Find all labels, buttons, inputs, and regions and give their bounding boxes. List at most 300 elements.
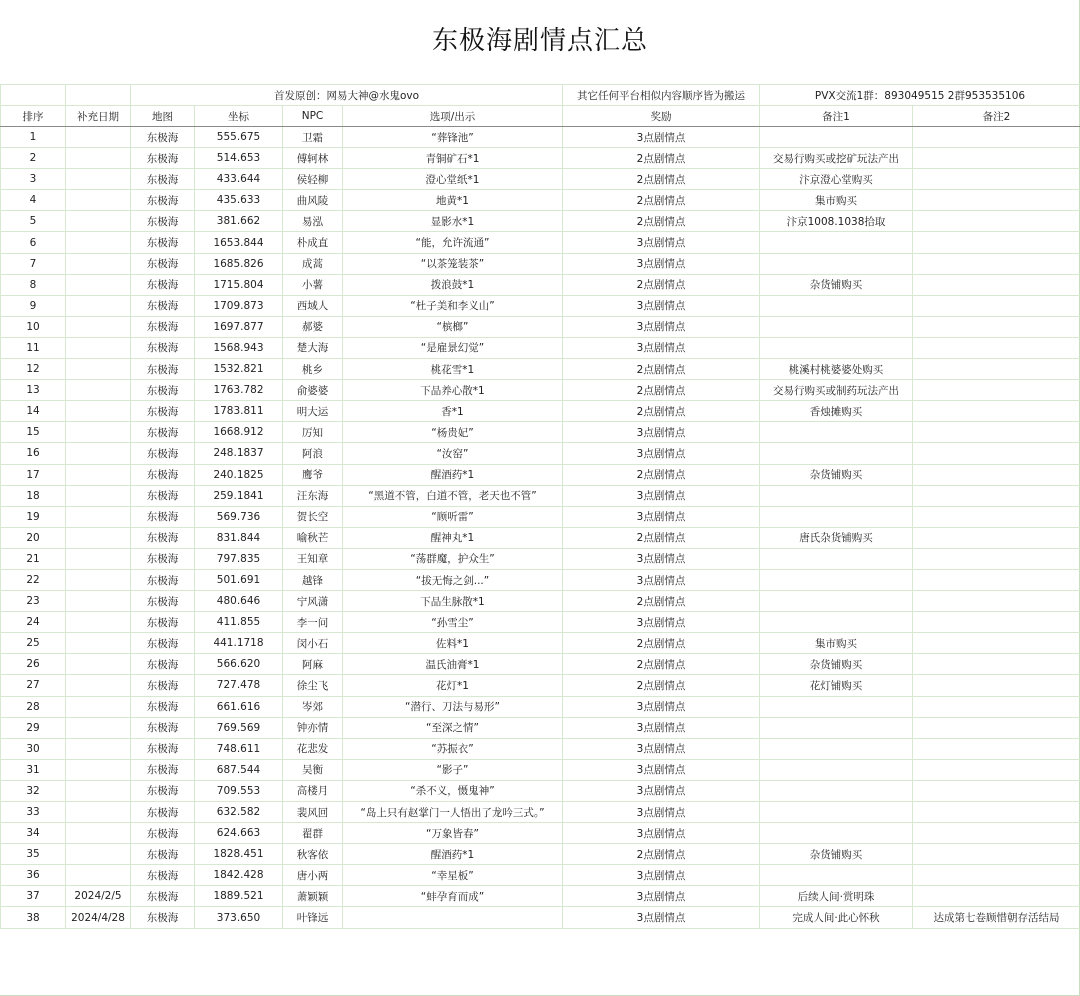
rank-cell: 29 xyxy=(1,717,66,738)
coord-cell: 1783.811 xyxy=(195,401,283,422)
column-header: 补充日期 xyxy=(66,106,131,127)
note2-cell xyxy=(913,865,1080,886)
map-cell: 东极海 xyxy=(131,253,195,274)
note1-cell xyxy=(760,780,913,801)
map-cell: 东极海 xyxy=(131,295,195,316)
reward-cell: 2点剧情点 xyxy=(563,274,760,295)
table-row xyxy=(1,401,1080,422)
table-row xyxy=(1,506,1080,527)
npc-cell: 明大运 xyxy=(283,401,343,422)
empty-row xyxy=(1,928,1080,991)
reward-cell: 3点剧情点 xyxy=(563,232,760,253)
note1-cell xyxy=(760,738,913,759)
note1-cell xyxy=(760,802,913,823)
rank-cell: 1 xyxy=(1,127,66,148)
npc-cell: 翟群 xyxy=(283,823,343,844)
date-cell xyxy=(66,127,131,148)
table-row xyxy=(1,865,1080,886)
date-cell xyxy=(66,274,131,295)
date-cell xyxy=(66,527,131,548)
option-cell: 佐料*1 xyxy=(343,633,563,654)
option-cell: 醒酒药*1 xyxy=(343,844,563,865)
rank-cell: 35 xyxy=(1,844,66,865)
note2-cell xyxy=(913,802,1080,823)
note2-cell xyxy=(913,696,1080,717)
coord-cell: 769.569 xyxy=(195,717,283,738)
date-cell xyxy=(66,675,131,696)
note1-cell xyxy=(760,295,913,316)
table-row xyxy=(1,907,1080,928)
rank-cell: 21 xyxy=(1,548,66,569)
reward-cell: 3点剧情点 xyxy=(563,717,760,738)
table-row xyxy=(1,485,1080,506)
table-row xyxy=(1,780,1080,801)
date-cell xyxy=(66,717,131,738)
date-cell xyxy=(66,401,131,422)
date-cell: 2024/4/28 xyxy=(66,907,131,928)
note2-cell xyxy=(913,190,1080,211)
empty-cell xyxy=(1,928,1080,991)
note1-cell: 汴京1008.1038拾取 xyxy=(760,211,913,232)
reward-cell: 2点剧情点 xyxy=(563,527,760,548)
table-row xyxy=(1,654,1080,675)
coord-cell: 1715.804 xyxy=(195,274,283,295)
date-cell xyxy=(66,548,131,569)
rank-cell: 33 xyxy=(1,802,66,823)
option-cell: “以茶笼装茶” xyxy=(343,253,563,274)
date-cell xyxy=(66,844,131,865)
column-header: 坐标 xyxy=(195,106,283,127)
map-cell: 东极海 xyxy=(131,380,195,401)
note1-cell xyxy=(760,506,913,527)
table-row xyxy=(1,274,1080,295)
option-cell: “拔无悔之剑...” xyxy=(343,569,563,590)
note1-cell: 交易行购买或挖矿玩法产出 xyxy=(760,148,913,169)
note1-cell xyxy=(760,865,913,886)
npc-cell: 萧颖颖 xyxy=(283,886,343,907)
map-cell: 东极海 xyxy=(131,359,195,380)
note1-cell xyxy=(760,591,913,612)
reward-cell: 2点剧情点 xyxy=(563,359,760,380)
note2-cell xyxy=(913,443,1080,464)
rank-cell: 12 xyxy=(1,359,66,380)
date-cell xyxy=(66,232,131,253)
reward-cell: 3点剧情点 xyxy=(563,865,760,886)
table-row xyxy=(1,717,1080,738)
date-cell xyxy=(66,738,131,759)
reward-cell: 2点剧情点 xyxy=(563,675,760,696)
table-row xyxy=(1,591,1080,612)
note2-cell: 达成第七卷顾惜朝存活结局 xyxy=(913,907,1080,928)
table-row xyxy=(1,253,1080,274)
map-cell: 东极海 xyxy=(131,527,195,548)
date-cell xyxy=(66,380,131,401)
rank-cell: 17 xyxy=(1,464,66,485)
map-cell: 东极海 xyxy=(131,591,195,612)
map-cell: 东极海 xyxy=(131,422,195,443)
npc-cell: 侯轻柳 xyxy=(283,169,343,190)
date-cell xyxy=(66,422,131,443)
note2-cell xyxy=(913,654,1080,675)
map-cell: 东极海 xyxy=(131,802,195,823)
reward-cell: 3点剧情点 xyxy=(563,907,760,928)
table-row xyxy=(1,443,1080,464)
table-row xyxy=(1,569,1080,590)
rank-cell: 8 xyxy=(1,274,66,295)
rank-cell: 32 xyxy=(1,780,66,801)
option-cell: 花灯*1 xyxy=(343,675,563,696)
map-cell: 东极海 xyxy=(131,865,195,886)
npc-cell: 裴风回 xyxy=(283,802,343,823)
map-cell: 东极海 xyxy=(131,654,195,675)
coord-cell: 1653.844 xyxy=(195,232,283,253)
reward-cell: 3点剧情点 xyxy=(563,886,760,907)
option-cell: 地黄*1 xyxy=(343,190,563,211)
table-row xyxy=(1,380,1080,401)
note2-cell xyxy=(913,337,1080,358)
rank-cell: 22 xyxy=(1,569,66,590)
option-cell: 青铜矿石*1 xyxy=(343,148,563,169)
note2-cell xyxy=(913,253,1080,274)
option-cell: 拨浪鼓*1 xyxy=(343,274,563,295)
note1-cell: 香烛摊购买 xyxy=(760,401,913,422)
map-cell: 东极海 xyxy=(131,907,195,928)
reward-cell: 2点剧情点 xyxy=(563,190,760,211)
info-row xyxy=(1,85,1080,106)
note1-cell xyxy=(760,612,913,633)
map-cell: 东极海 xyxy=(131,464,195,485)
date-cell xyxy=(66,569,131,590)
npc-cell: 花悲发 xyxy=(283,738,343,759)
note1-cell xyxy=(760,232,913,253)
reward-cell: 3点剧情点 xyxy=(563,422,760,443)
option-cell: 桃花雪*1 xyxy=(343,359,563,380)
note2-cell xyxy=(913,548,1080,569)
npc-cell: 阿麻 xyxy=(283,654,343,675)
map-cell: 东极海 xyxy=(131,738,195,759)
table-row xyxy=(1,232,1080,253)
note1-cell: 后续人间·赏明珠 xyxy=(760,886,913,907)
coord-cell: 1889.521 xyxy=(195,886,283,907)
table-row xyxy=(1,211,1080,232)
rank-cell: 10 xyxy=(1,316,66,337)
rank-cell: 11 xyxy=(1,337,66,358)
reward-cell: 2点剧情点 xyxy=(563,380,760,401)
rank-cell: 20 xyxy=(1,527,66,548)
coord-cell: 1709.873 xyxy=(195,295,283,316)
data-table xyxy=(0,84,1080,991)
map-cell: 东极海 xyxy=(131,190,195,211)
table-row xyxy=(1,886,1080,907)
rank-cell: 31 xyxy=(1,759,66,780)
date-cell: 2024/2/5 xyxy=(66,886,131,907)
note2-cell xyxy=(913,612,1080,633)
coord-cell: 1842.428 xyxy=(195,865,283,886)
date-cell xyxy=(66,802,131,823)
npc-cell: 宁风潇 xyxy=(283,591,343,612)
note2-cell xyxy=(913,127,1080,148)
date-cell xyxy=(66,443,131,464)
npc-cell: 钟亦情 xyxy=(283,717,343,738)
reward-cell: 3点剧情点 xyxy=(563,612,760,633)
rank-cell: 30 xyxy=(1,738,66,759)
table-row xyxy=(1,359,1080,380)
map-cell: 东极海 xyxy=(131,485,195,506)
option-cell xyxy=(343,907,563,928)
option-cell: 显影水*1 xyxy=(343,211,563,232)
table-row xyxy=(1,422,1080,443)
option-cell: “黑道不管，白道不管，老天也不管” xyxy=(343,485,563,506)
note2-cell xyxy=(913,738,1080,759)
npc-cell: 俞婆婆 xyxy=(283,380,343,401)
note2-cell xyxy=(913,633,1080,654)
coord-cell: 240.1825 xyxy=(195,464,283,485)
coord-cell: 248.1837 xyxy=(195,443,283,464)
coord-cell: 748.611 xyxy=(195,738,283,759)
npc-cell: 曲风陵 xyxy=(283,190,343,211)
option-cell: “杨贵妃” xyxy=(343,422,563,443)
date-cell xyxy=(66,654,131,675)
note1-cell: 杂货铺购买 xyxy=(760,654,913,675)
option-cell: 香*1 xyxy=(343,401,563,422)
reward-cell: 3点剧情点 xyxy=(563,569,760,590)
npc-cell: 唐小两 xyxy=(283,865,343,886)
map-cell: 东极海 xyxy=(131,443,195,464)
map-cell: 东极海 xyxy=(131,759,195,780)
note1-cell: 集市购买 xyxy=(760,190,913,211)
coord-cell: 624.663 xyxy=(195,823,283,844)
coord-cell: 632.582 xyxy=(195,802,283,823)
option-cell: “荡群魔，护众生” xyxy=(343,548,563,569)
option-cell: 下品生脉散*1 xyxy=(343,591,563,612)
date-cell xyxy=(66,865,131,886)
option-cell: “影子” xyxy=(343,759,563,780)
coord-cell: 687.544 xyxy=(195,759,283,780)
column-header: NPC xyxy=(283,106,343,127)
npc-cell: 岑郊 xyxy=(283,696,343,717)
column-header: 备注2 xyxy=(913,106,1080,127)
map-cell: 东极海 xyxy=(131,696,195,717)
option-cell: 澄心堂纸*1 xyxy=(343,169,563,190)
note1-cell xyxy=(760,443,913,464)
date-cell xyxy=(66,190,131,211)
rank-cell: 3 xyxy=(1,169,66,190)
note2-cell xyxy=(913,274,1080,295)
note2-cell xyxy=(913,675,1080,696)
group-cell: PVX交流1群：893049515 2群953535106 xyxy=(760,85,1080,106)
page-title: 东极海剧情点汇总 xyxy=(431,26,648,56)
table-row xyxy=(1,675,1080,696)
date-cell xyxy=(66,780,131,801)
rank-cell: 37 xyxy=(1,886,66,907)
column-header: 地图 xyxy=(131,106,195,127)
date-cell xyxy=(66,823,131,844)
coord-cell: 727.478 xyxy=(195,675,283,696)
option-cell: “苏振衣” xyxy=(343,738,563,759)
reward-cell: 2点剧情点 xyxy=(563,591,760,612)
date-cell xyxy=(66,295,131,316)
date-cell xyxy=(66,148,131,169)
coord-cell: 480.646 xyxy=(195,591,283,612)
coord-cell: 1568.943 xyxy=(195,337,283,358)
npc-cell: 喻秋芒 xyxy=(283,527,343,548)
date-cell xyxy=(66,464,131,485)
note2-cell xyxy=(913,485,1080,506)
npc-cell: 朴成直 xyxy=(283,232,343,253)
reward-cell: 2点剧情点 xyxy=(563,169,760,190)
map-cell: 东极海 xyxy=(131,148,195,169)
option-cell: 醒酒药*1 xyxy=(343,464,563,485)
reward-cell: 3点剧情点 xyxy=(563,253,760,274)
note1-cell xyxy=(760,717,913,738)
reward-cell: 2点剧情点 xyxy=(563,464,760,485)
note2-cell xyxy=(913,527,1080,548)
table-row xyxy=(1,844,1080,865)
note2-cell xyxy=(913,506,1080,527)
date-cell xyxy=(66,759,131,780)
coord-cell: 1763.782 xyxy=(195,380,283,401)
rank-cell: 24 xyxy=(1,612,66,633)
rank-cell: 36 xyxy=(1,865,66,886)
option-cell: “能，允许流通” xyxy=(343,232,563,253)
map-cell: 东极海 xyxy=(131,844,195,865)
reward-cell: 3点剧情点 xyxy=(563,485,760,506)
map-cell: 东极海 xyxy=(131,569,195,590)
reward-cell: 3点剧情点 xyxy=(563,295,760,316)
coord-cell: 373.650 xyxy=(195,907,283,928)
note1-cell xyxy=(760,127,913,148)
npc-cell: 贺长空 xyxy=(283,506,343,527)
map-cell: 东极海 xyxy=(131,675,195,696)
npc-cell: 西域人 xyxy=(283,295,343,316)
coord-cell: 831.844 xyxy=(195,527,283,548)
coord-cell: 797.835 xyxy=(195,548,283,569)
coord-cell: 1685.826 xyxy=(195,253,283,274)
note2-cell xyxy=(913,717,1080,738)
note1-cell: 杂货铺购买 xyxy=(760,274,913,295)
coord-cell: 514.653 xyxy=(195,148,283,169)
note2-cell xyxy=(913,823,1080,844)
rank-cell: 6 xyxy=(1,232,66,253)
table-row xyxy=(1,633,1080,654)
note2-cell xyxy=(913,148,1080,169)
note1-cell: 唐氏杂货铺购买 xyxy=(760,527,913,548)
npc-cell: 小薯 xyxy=(283,274,343,295)
reward-cell: 3点剧情点 xyxy=(563,696,760,717)
npc-cell: 成蒿 xyxy=(283,253,343,274)
date-cell xyxy=(66,506,131,527)
note1-cell: 花灯铺购买 xyxy=(760,675,913,696)
date-cell xyxy=(66,316,131,337)
table-row xyxy=(1,548,1080,569)
coord-cell: 433.644 xyxy=(195,169,283,190)
rank-cell: 14 xyxy=(1,401,66,422)
npc-cell: 卫霜 xyxy=(283,127,343,148)
npc-cell: 易泓 xyxy=(283,211,343,232)
table-row xyxy=(1,802,1080,823)
table-row xyxy=(1,169,1080,190)
option-cell: “孙雪尘” xyxy=(343,612,563,633)
map-cell: 东极海 xyxy=(131,169,195,190)
npc-cell: 楚大海 xyxy=(283,337,343,358)
table-row xyxy=(1,738,1080,759)
date-cell xyxy=(66,337,131,358)
npc-cell: 闵小石 xyxy=(283,633,343,654)
rank-cell: 27 xyxy=(1,675,66,696)
date-cell xyxy=(66,485,131,506)
note1-cell: 杂货铺购买 xyxy=(760,844,913,865)
notice-cell: 其它任何平台相似内容顺序皆为搬运 xyxy=(563,85,760,106)
cell xyxy=(66,85,131,106)
option-cell: “蚌孕育而成” xyxy=(343,886,563,907)
note2-cell xyxy=(913,591,1080,612)
note2-cell xyxy=(913,380,1080,401)
map-cell: 东极海 xyxy=(131,548,195,569)
coord-cell: 441.1718 xyxy=(195,633,283,654)
date-cell xyxy=(66,612,131,633)
coord-cell: 501.691 xyxy=(195,569,283,590)
option-cell: “潜行、刀法与易形” xyxy=(343,696,563,717)
map-cell: 东极海 xyxy=(131,316,195,337)
date-cell xyxy=(66,696,131,717)
map-cell: 东极海 xyxy=(131,232,195,253)
option-cell: “杜子美和李义山” xyxy=(343,295,563,316)
coord-cell: 435.633 xyxy=(195,190,283,211)
npc-cell: 桃乡 xyxy=(283,359,343,380)
note2-cell xyxy=(913,169,1080,190)
note2-cell xyxy=(913,295,1080,316)
coord-cell: 661.616 xyxy=(195,696,283,717)
note1-cell xyxy=(760,569,913,590)
column-header: 选项/出示 xyxy=(343,106,563,127)
reward-cell: 2点剧情点 xyxy=(563,844,760,865)
table-row xyxy=(1,190,1080,211)
map-cell: 东极海 xyxy=(131,633,195,654)
note1-cell: 完成人间·此心怀秋 xyxy=(760,907,913,928)
note1-cell: 杂货铺购买 xyxy=(760,464,913,485)
option-cell: “槟榔” xyxy=(343,316,563,337)
note2-cell xyxy=(913,232,1080,253)
note2-cell xyxy=(913,759,1080,780)
table-row xyxy=(1,759,1080,780)
table-row xyxy=(1,148,1080,169)
note2-cell xyxy=(913,359,1080,380)
map-cell: 东极海 xyxy=(131,886,195,907)
column-header: 奖励 xyxy=(563,106,760,127)
table-row xyxy=(1,527,1080,548)
rank-cell: 4 xyxy=(1,190,66,211)
note2-cell xyxy=(913,464,1080,485)
option-cell: 温氏油膏*1 xyxy=(343,654,563,675)
reward-cell: 2点剧情点 xyxy=(563,148,760,169)
rank-cell: 16 xyxy=(1,443,66,464)
reward-cell: 3点剧情点 xyxy=(563,802,760,823)
option-cell: 醒神丸*1 xyxy=(343,527,563,548)
table-row xyxy=(1,464,1080,485)
coord-cell: 1668.912 xyxy=(195,422,283,443)
note2-cell xyxy=(913,844,1080,865)
date-cell xyxy=(66,169,131,190)
date-cell xyxy=(66,591,131,612)
option-cell: “葬锋池” xyxy=(343,127,563,148)
table-row xyxy=(1,696,1080,717)
rank-cell: 25 xyxy=(1,633,66,654)
option-cell: “汝窑” xyxy=(343,443,563,464)
npc-cell: 王知章 xyxy=(283,548,343,569)
option-cell: 下品养心散*1 xyxy=(343,380,563,401)
rank-cell: 38 xyxy=(1,907,66,928)
note1-cell xyxy=(760,696,913,717)
